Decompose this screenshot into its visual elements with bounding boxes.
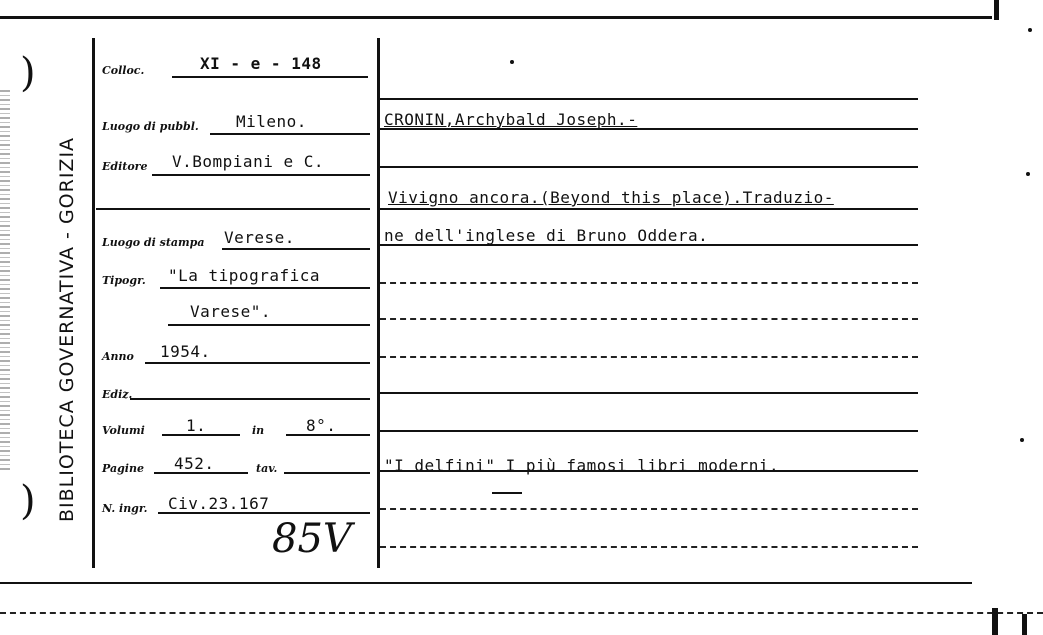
editore-underline — [152, 174, 370, 176]
scan-noise-strip — [0, 90, 10, 470]
formato-underline — [286, 434, 370, 436]
right-rule-11 — [492, 492, 522, 494]
right-rule-3 — [380, 208, 918, 210]
right-rule-10 — [380, 470, 918, 472]
volumi-underline — [162, 434, 240, 436]
speck-3 — [1020, 438, 1024, 442]
right-rule-5 — [380, 282, 918, 284]
tipogr-value-line1: "La tipografica — [168, 266, 320, 285]
author-line: CRONIN,Archybald Joseph.- — [384, 110, 638, 129]
tipogr-underline-2 — [168, 324, 370, 326]
luogo-stampa-underline — [222, 248, 370, 250]
right-rule-2 — [380, 166, 918, 168]
speck-2 — [1026, 172, 1030, 176]
center-vertical-rule — [377, 38, 380, 568]
right-rule-12 — [380, 508, 918, 510]
n-ingr-value: Civ.23.167 — [168, 494, 270, 513]
collocazione-underline — [172, 76, 368, 78]
speck-4 — [1028, 28, 1032, 32]
left-vertical-rule — [92, 38, 95, 568]
bottom-border-1 — [0, 582, 972, 584]
bottom-corner-mark-2 — [1022, 614, 1027, 635]
right-rule-9 — [380, 430, 918, 432]
collocazione-value: XI - e - 148 — [200, 54, 322, 73]
luogo-stampa-label: Luogo di stampa — [102, 236, 205, 249]
collocazione-label: Colloc. — [102, 64, 145, 77]
speck-1 — [510, 60, 514, 64]
title-line-2: ne dell'inglese di Bruno Oddera. — [384, 226, 709, 245]
top-border-line — [0, 16, 992, 19]
in-label: in — [252, 424, 265, 437]
volumi-label: Volumi — [102, 424, 145, 437]
tipogr-label: Tipogr. — [102, 274, 146, 287]
tav-underline — [284, 472, 370, 474]
right-rule-0 — [380, 98, 918, 100]
editore-label: Editore — [102, 160, 148, 173]
bottom-corner-mark — [992, 608, 998, 635]
library-title: BIBLIOTECA GOVERNATIVA - GORIZIA — [56, 136, 78, 522]
volumi-value: 1. — [186, 416, 207, 435]
right-rule-13 — [380, 546, 918, 548]
tav-label: tav. — [256, 462, 278, 475]
n-ingr-label: N. ingr. — [102, 502, 148, 515]
left-paren-top: ) — [20, 50, 36, 96]
luogo-pubbl-underline — [210, 133, 370, 135]
editore-value: V.Bompiani e C. — [172, 152, 324, 171]
right-rule-4 — [380, 244, 918, 246]
luogo-stampa-value: Verese. — [224, 228, 295, 247]
anno-value: 1954. — [160, 342, 211, 361]
pagine-underline — [154, 472, 248, 474]
anno-underline — [145, 362, 370, 364]
blank-left-line — [96, 208, 370, 210]
right-rule-8 — [380, 392, 918, 394]
pagine-label: Pagine — [102, 462, 144, 475]
luogo-pubbl-label: Luogo di pubbl. — [102, 120, 199, 133]
right-rule-7 — [380, 356, 918, 358]
ediz-label: Ediz. — [102, 388, 133, 401]
pagine-value: 452. — [174, 454, 215, 473]
top-corner-mark — [994, 0, 999, 20]
title-line-1: Vivigno ancora.(Beyond this place).Traduzio- — [388, 188, 834, 207]
n-ingr-underline — [158, 512, 370, 514]
bottom-border-2 — [0, 612, 1043, 614]
right-rule-1 — [380, 128, 918, 130]
left-paren-bottom: ) — [20, 478, 36, 524]
tipogr-value-line2: Varese". — [190, 302, 272, 321]
luogo-pubbl-value: Mileno. — [236, 112, 307, 131]
right-rule-6 — [380, 318, 918, 320]
anno-label: Anno — [102, 350, 134, 363]
formato-value: 8°. — [306, 416, 337, 435]
ediz-underline — [130, 398, 370, 400]
handwritten-note: 85V — [272, 516, 352, 562]
series-line: "I delfini" I più famosi libri moderni. — [384, 456, 780, 475]
tipogr-underline-1 — [160, 287, 370, 289]
